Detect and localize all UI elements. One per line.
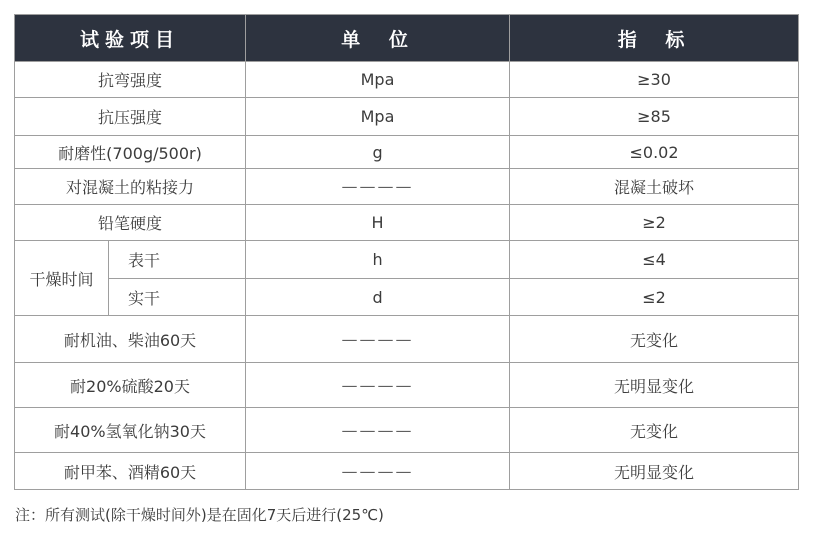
row-group-cell: 干燥时间 [15, 241, 109, 316]
table-row [15, 408, 799, 453]
table-row [15, 62, 799, 98]
unit-cell: ———— [246, 363, 510, 408]
unit-cell: d [246, 279, 510, 316]
test-item-cell: 耐甲苯、酒精60天 [15, 453, 246, 490]
column-header-index: 指 标 [510, 15, 799, 62]
test-item-cell: 耐40%氢氧化钠30天 [15, 408, 246, 453]
unit-cell: H [246, 205, 510, 241]
unit-cell: ———— [246, 453, 510, 490]
table-row [15, 316, 799, 363]
index-cell: 无明显变化 [510, 363, 799, 408]
unit-cell: Mpa [246, 62, 510, 98]
test-item-cell: 耐20%硫酸20天 [15, 363, 246, 408]
unit-cell: g [246, 136, 510, 169]
footnote: 注：所有测试(除干燥时间外)是在固化7天后进行(25℃) [15, 506, 384, 524]
test-item-cell: 对混凝土的粘接力 [15, 169, 246, 205]
index-cell: 无变化 [510, 408, 799, 453]
index-cell: ≥85 [510, 98, 799, 136]
spec-table [14, 14, 799, 490]
table-row [15, 363, 799, 408]
test-item-cell: 耐磨性(700g/500r) [15, 136, 246, 169]
test-item-cell: 铅笔硬度 [15, 205, 246, 241]
test-sub-item-cell: 实干 [109, 279, 246, 316]
unit-cell: h [246, 241, 510, 279]
unit-cell: ———— [246, 169, 510, 205]
header-row [15, 15, 799, 62]
table-row [15, 453, 799, 490]
column-header-test-item: 试验项目 [15, 15, 246, 62]
index-cell: ≤2 [510, 279, 799, 316]
unit-cell: Mpa [246, 98, 510, 136]
index-cell: ≤4 [510, 241, 799, 279]
index-cell: 无明显变化 [510, 453, 799, 490]
test-sub-item-cell: 表干 [109, 241, 246, 279]
table-row [15, 279, 799, 316]
table-row [15, 205, 799, 241]
test-item-cell: 耐机油、柴油60天 [15, 316, 246, 363]
index-cell: ≥2 [510, 205, 799, 241]
table-row [15, 169, 799, 205]
index-cell: ≥30 [510, 62, 799, 98]
index-cell: 无变化 [510, 316, 799, 363]
index-cell: 混凝土破坏 [510, 169, 799, 205]
test-item-cell: 抗弯强度 [15, 62, 246, 98]
table-row [15, 241, 799, 279]
table-row [15, 98, 799, 136]
unit-cell: ———— [246, 316, 510, 363]
index-cell: ≤0.02 [510, 136, 799, 169]
test-item-cell: 抗压强度 [15, 98, 246, 136]
column-header-unit: 单 位 [246, 15, 510, 62]
table-row [15, 136, 799, 169]
unit-cell: ———— [246, 408, 510, 453]
